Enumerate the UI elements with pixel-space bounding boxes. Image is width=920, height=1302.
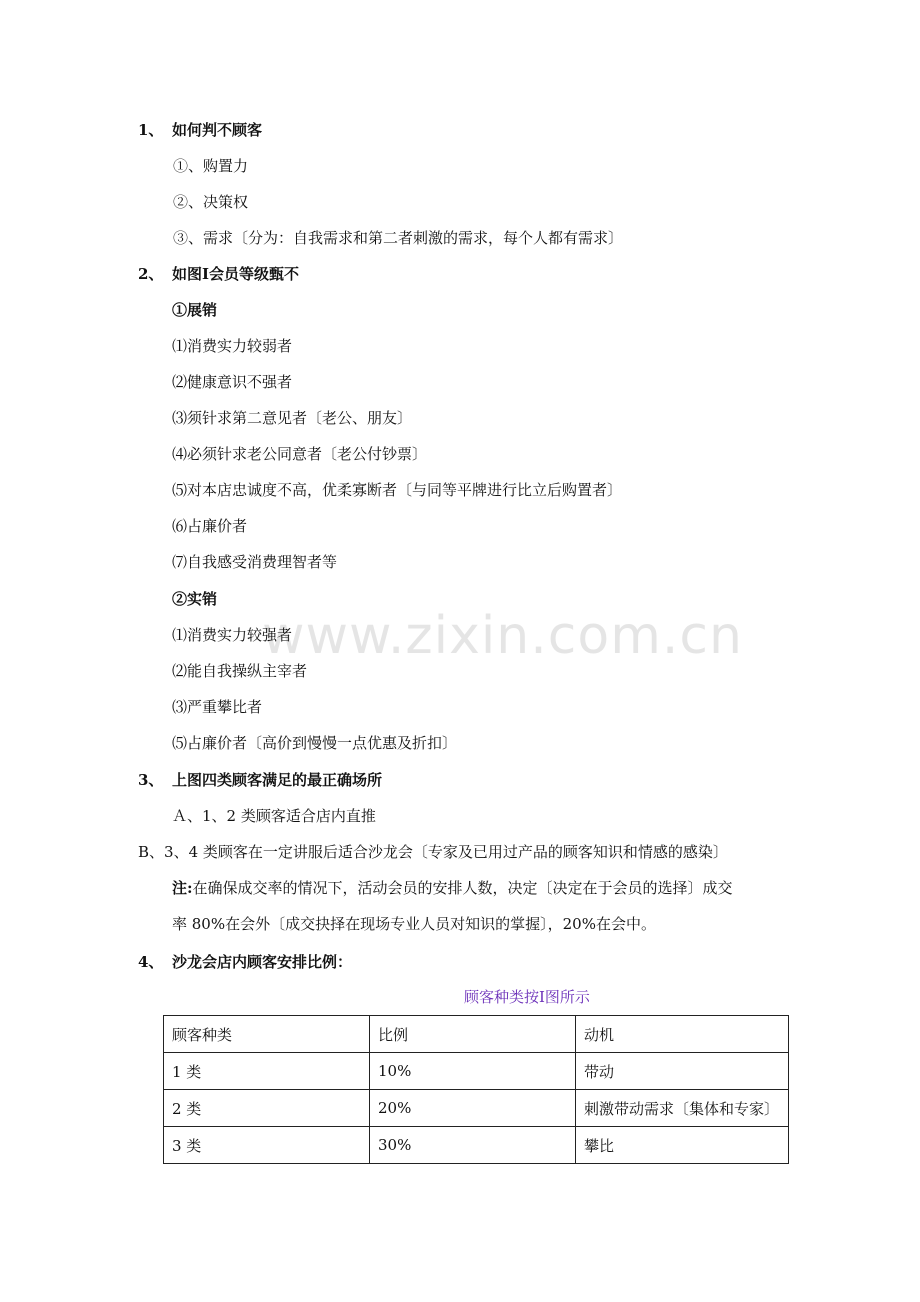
section-number: 3、 bbox=[138, 771, 164, 789]
section-title: 如图Ⅰ会员等级甄不 bbox=[172, 265, 300, 283]
list-item: ②、决策权 bbox=[173, 193, 249, 211]
list-item: ⑶须针求第二意见者〔老公、朋友〕 bbox=[172, 409, 413, 427]
subsection-title: ②实销 bbox=[172, 590, 218, 608]
table-cell: 1 类 bbox=[164, 1053, 370, 1090]
section-2-heading bbox=[138, 264, 299, 284]
subsection-title: ①展销 bbox=[172, 301, 218, 319]
list-item: ③、需求〔分为：自我需求和第二者刺激的需求，每个人都有需求〕 bbox=[173, 229, 624, 247]
note-label: 注: bbox=[172, 879, 193, 897]
note-paragraph bbox=[172, 878, 733, 898]
table-cell: 30% bbox=[370, 1127, 576, 1164]
table-cell: 刺激带动需求〔集体和专家〕 bbox=[576, 1090, 789, 1127]
table-header-row bbox=[164, 1016, 789, 1053]
list-item: ①、购置力 bbox=[173, 157, 249, 175]
table-row bbox=[164, 1053, 789, 1090]
list-item: ⑹占廉价者 bbox=[172, 517, 248, 535]
list-item: ⑺自我感受消费理智者等 bbox=[172, 553, 338, 571]
list-item: ⑵健康意识不强者 bbox=[172, 373, 293, 391]
list-item: ⑷必须针求老公同意者〔老公付钞票〕 bbox=[172, 445, 428, 463]
table-row bbox=[164, 1090, 789, 1127]
section-1-heading bbox=[138, 120, 262, 140]
table-cell: 3 类 bbox=[164, 1127, 370, 1164]
column-header: 动机 bbox=[576, 1016, 789, 1053]
section-number: 2、 bbox=[138, 265, 164, 283]
note-text: 在确保成交率的情况下，活动会员的安排人数，决定〔决定在于会员的选择〕成交 bbox=[192, 879, 733, 897]
section-title: 沙龙会店内顾客安排比例： bbox=[172, 953, 353, 971]
section-number: 4、 bbox=[138, 953, 164, 971]
table-cell: 攀比 bbox=[576, 1127, 789, 1164]
list-item: ⑸占廉价者〔高价到慢慢一点优惠及折扣〕 bbox=[172, 734, 458, 752]
list-item: ⑴消费实力较弱者 bbox=[172, 337, 293, 355]
list-item: ⑶严重攀比者 bbox=[172, 698, 263, 716]
column-header: 顾客种类 bbox=[164, 1016, 370, 1053]
section-title: 如何判不顾客 bbox=[172, 121, 263, 139]
table-cell: 带动 bbox=[576, 1053, 789, 1090]
table-cell: 10% bbox=[370, 1053, 576, 1090]
note-continuation: 率 80%在会外〔成交抉择在现场专业人员对知识的掌握〕，20%在会中。 bbox=[172, 915, 656, 933]
section-3-heading bbox=[138, 770, 382, 790]
customer-ratio-table bbox=[163, 1015, 789, 1164]
column-header: 比例 bbox=[370, 1016, 576, 1053]
watermark: www.zixin.com.cn bbox=[262, 606, 743, 666]
section-4-heading bbox=[138, 952, 352, 972]
list-item: ⑴消费实力较强者 bbox=[172, 626, 293, 644]
paragraph: B、3、4 类顾客在一定讲服后适合沙龙会〔专家及已用过产品的顾客知识和情感的感染〕 bbox=[138, 843, 728, 861]
section-title: 上图四类顾客满足的最正确场所 bbox=[172, 771, 383, 789]
list-item: ⑸对本店忠诚度不高，优柔寡断者〔与同等平牌进行比立后购置者〕 bbox=[172, 481, 623, 499]
table-row bbox=[164, 1127, 789, 1164]
table-cell: 20% bbox=[370, 1090, 576, 1127]
table-cell: 2 类 bbox=[164, 1090, 370, 1127]
table-caption: 顾客种类按Ⅰ图所示 bbox=[464, 988, 590, 1006]
section-number: 1、 bbox=[138, 121, 164, 139]
list-item: ⑵能自我操纵主宰者 bbox=[172, 662, 308, 680]
paragraph: Ａ、1、2 类顾客适合店内直推 bbox=[172, 807, 376, 825]
